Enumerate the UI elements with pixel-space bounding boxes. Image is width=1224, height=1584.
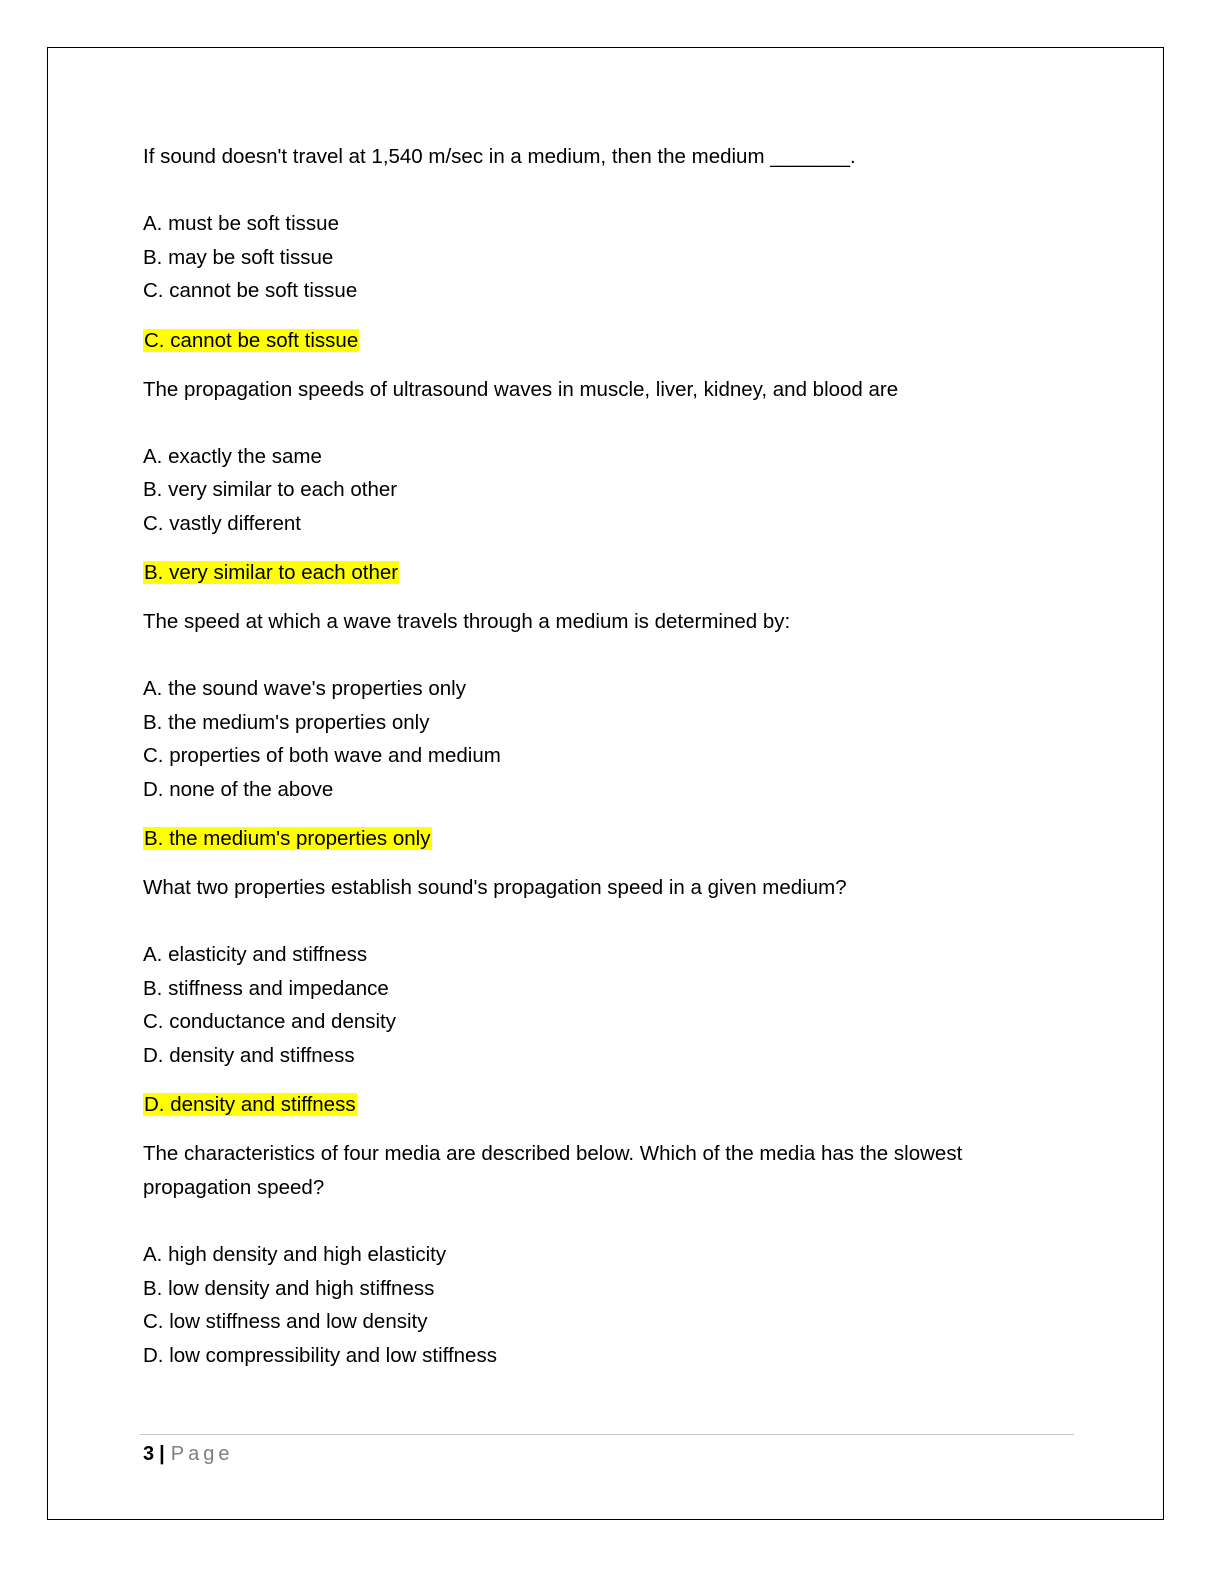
option-list <box>143 938 1073 1072</box>
option-a: A. high density and high elasticity <box>143 1243 447 1266</box>
document-body <box>143 140 1073 1372</box>
option-c: C. conductance and density <box>143 1010 396 1033</box>
option-d: D. low compressibility and low stiffness <box>143 1343 497 1367</box>
footer-divider <box>140 1434 1074 1435</box>
option-list <box>143 440 1073 541</box>
question-block-2 <box>143 373 1073 591</box>
highlighted-answer: B. very similar to each other <box>144 561 399 584</box>
answer-line <box>143 324 1073 358</box>
option-a: A. the sound wave's properties only <box>143 677 466 700</box>
answer-line <box>143 556 1073 590</box>
option-d: D. none of the above <box>143 777 334 801</box>
option-list <box>143 207 1073 308</box>
option-b: B. very similar to each other <box>143 478 398 501</box>
question-block-1 <box>143 140 1073 358</box>
option-b: B. may be soft tissue <box>143 245 334 269</box>
option-list <box>143 672 1073 806</box>
question-block-5 <box>143 1137 1073 1372</box>
option-a: A. elasticity and stiffness <box>143 943 368 966</box>
question-text: If sound doesn't travel at 1,540 m/sec in a medium, then the medium _______. <box>143 145 856 168</box>
option-list <box>143 1238 1073 1372</box>
question-block-3 <box>143 605 1073 856</box>
option-b: B. low density and high stiffness <box>143 1276 435 1300</box>
option-a: A. exactly the same <box>143 444 322 468</box>
question-block-4 <box>143 871 1073 1122</box>
question-text: The speed at which a wave travels through a medium is determined by: <box>143 610 791 633</box>
footer-separator: | <box>159 1443 165 1465</box>
option-b: B. the medium's properties only <box>143 710 430 734</box>
question-text: The propagation speeds of ultrasound waves in muscle, liver, kidney, and blood are <box>143 377 899 401</box>
highlighted-answer: B. the medium's properties only <box>144 827 431 850</box>
page-footer <box>143 1440 233 1468</box>
highlighted-answer: D. density and stiffness <box>144 1093 356 1116</box>
highlighted-answer: C. cannot be soft tissue <box>144 328 359 352</box>
question-text: The characteristics of four media are described below. Which of the media has the slowest propagation speed? <box>143 1142 963 1199</box>
option-c: C. properties of both wave and medium <box>143 744 501 767</box>
option-b: B. stiffness and impedance <box>143 976 389 1000</box>
answer-line <box>143 822 1073 856</box>
page-label: Page <box>170 1443 234 1465</box>
question-text: What two properties establish sound's propagation speed in a given medium? <box>143 876 847 899</box>
answer-line <box>143 1088 1073 1122</box>
option-c: C. vastly different <box>143 511 301 535</box>
option-c: C. low stiffness and low density <box>143 1310 428 1333</box>
option-c: C. cannot be soft tissue <box>143 279 358 302</box>
option-a: A. must be soft tissue <box>143 212 339 235</box>
option-d: D. density and stiffness <box>143 1043 355 1067</box>
page-number: 3 <box>143 1443 155 1465</box>
